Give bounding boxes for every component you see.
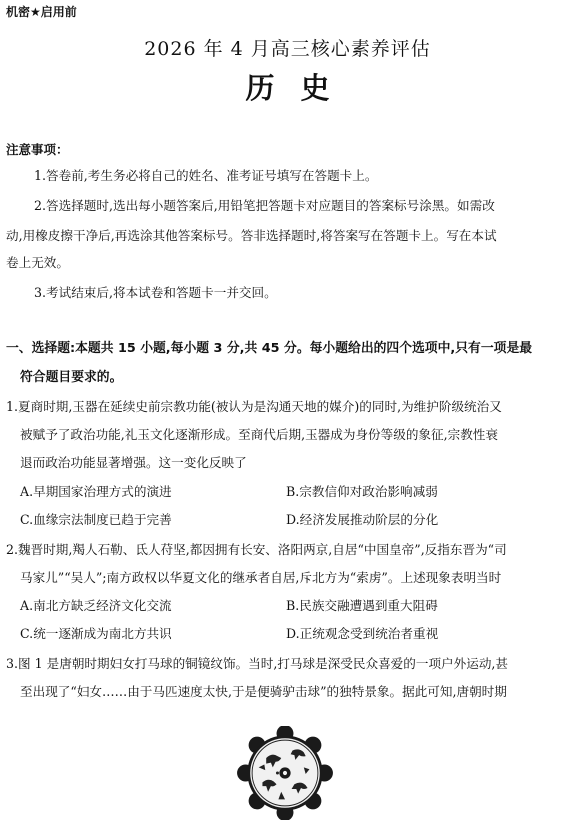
q2-stem-line-1: 2.魏晋时期,羯人石勒、氐人苻坚,都因拥有长安、洛阳两京,自居“中国皇帝”,反指东晋为“司 — [6, 542, 507, 557]
section-heading: 一、选择题:本题共 15 小题,每小题 3 分,共 45 分。每小题给出的四个选项中,只有一项是最 — [6, 341, 533, 356]
q2-stem-line-2: 马家儿”“吴人”;南方政权以华夏文化的继承者自居,斥北方为“索虏”。上述现象表明当时 — [20, 570, 502, 585]
q1-option-c: C.血缘宗法制度已趋于完善 — [20, 512, 172, 527]
q1-option-a: A.早期国家治理方式的演进 — [20, 484, 172, 499]
notes-line-2: 2.答选择题时,选出每小题答案后,用铅笔把答题卡对应题目的答案标号涂黑。如需改 — [34, 198, 495, 213]
q3-stem-line-2: 至出现了“妇女……由于马匹速度太快,于是便骑驴击球”的独特景象。据此可知,唐朝时期 — [20, 684, 507, 699]
q1-stem-line-3: 退而政治功能显著增强。这一变化反映了 — [20, 455, 247, 470]
q1-option-b: B.宗教信仰对政治影响减弱 — [286, 484, 438, 499]
subject-title: 历史 — [245, 71, 356, 105]
q2-option-c: C.统一逐渐成为南北方共识 — [20, 626, 172, 641]
bronze-mirror-image — [235, 726, 335, 820]
q2-option-b: B.民族交融遭遇到重大阻碍 — [286, 598, 438, 613]
notes-line-3: 动,用橡皮擦干净后,再选涂其他答案标号。答非选择题时,将答案写在答题卡上。写在本试 — [6, 228, 497, 243]
q1-option-d: D.经济发展推动阶层的分化 — [286, 512, 439, 527]
section-heading-cont: 符合题目要求的。 — [20, 370, 123, 385]
notes-heading: 注意事项： — [6, 142, 69, 157]
q2-option-a: A.南北方缺乏经济文化交流 — [20, 598, 172, 613]
confidential-tag: 机密★启用前 — [6, 5, 77, 19]
notes-line-4: 卷上无效。 — [6, 255, 69, 270]
q1-stem-line-2: 被赋予了政治功能,礼玉文化逐渐形成。至商代后期,玉器成为身份等级的象征,宗教性衰 — [20, 427, 498, 442]
notes-line-1: 1.答卷前,考生务必将自己的姓名、准考证号填写在答题卡上。 — [34, 168, 378, 183]
q3-stem-line-1: 3.图 1 是唐朝时期妇女打马球的铜镜纹饰。当时,打马球是深受民众喜爱的一项户外运动,甚 — [6, 656, 509, 671]
exam-title: 2026 年 4 月高三核心素养评估 — [144, 38, 431, 60]
q1-stem-line-1: 1.夏商时期,玉器在延续史前宗教功能(被认为是沟通天地的媒介)的同时,为维护阶级统治又 — [6, 399, 502, 414]
q2-option-d: D.正统观念受到统治者重视 — [286, 626, 439, 641]
notes-line-5: 3.考试结束后,将本试卷和答题卡一并交回。 — [34, 285, 277, 300]
